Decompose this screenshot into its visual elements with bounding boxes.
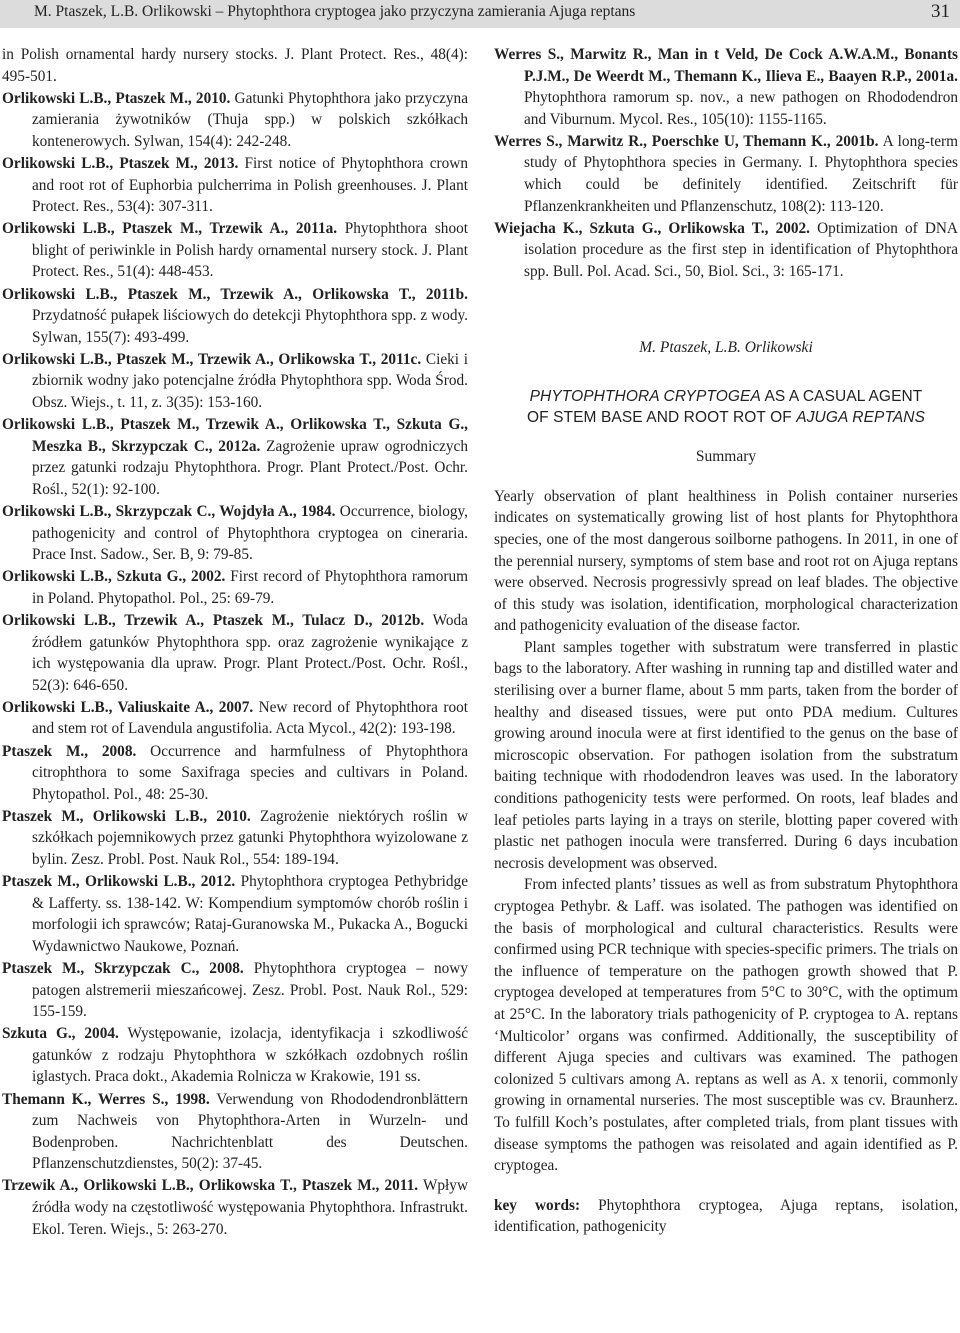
reference-title: Wpływ źródła wody na częstotliwość występowania Phytophthora. Infrastrukt. Ekol. Teren. Wiejs., 5: 263-270. <box>32 1177 468 1238</box>
reference-authors: Orlikowski L.B., Ptaszek M., Trzewik A., 2011a. <box>2 220 338 238</box>
article-authors: M. Ptaszek, L.B. Orlikowski <box>639 338 813 356</box>
reference-authors: Ptaszek M., Skrzypczak C., 2008. <box>2 959 244 977</box>
reference-title: First record of Phytophthora ramorum in Poland. Phytopathol. Pol., 25: 69-79. <box>32 568 468 607</box>
reference-entry <box>2 414 468 500</box>
keywords-text: Phytophthora cryptogea, Ajuga reptans, isolation, identification, pathogenicity <box>494 1196 959 1236</box>
title-part: AS A CASUAL AGENT <box>760 388 923 406</box>
reference-title: New record of Phytophthora root and stem rot of Lavendula angustifolia. Acta Mycol., 42(2): 193-198. <box>32 698 469 738</box>
reference-authors: Orlikowski L.B., Trzewik A., Ptaszek M., Tulacz D., 2012b. <box>2 611 425 629</box>
reference-authors: Orlikowski L.B., Ptaszek M., 2013. <box>2 154 239 172</box>
reference-entry <box>494 218 958 283</box>
keywords <box>494 1195 958 1238</box>
reference-entry <box>2 610 468 696</box>
summary-paragraph: Plant samples together with substratum were transferred in plastic bags to the laboratory. After washing in running tap and distilled water and sterilising over a burner flame, about 5 mm parts, taken from the border of healthy and diseased tissues, were put onto PDA medium. Cultures growing around inocula were at first identified to the genus on the base of microscopic observation. For pathogen isolation from the substratum baiting technique with rhododendron leaves was used. In the laboratory conditions pathogenicity tests were performed. On roots, leaf blades and leaf petioles parts laying in a trays on sterile, blotting paper covered with plastic net pathogen inocula were transferred. During 6 days incubation necrosis development was observed. <box>494 638 958 872</box>
summary-paragraph: Yearly observation of plant healthiness in Polish container nurseries indicates on systematically growing list of host plants for Phytophthora species, one of the most dangerous soilborne pathogens. In 2011, in one of the perennial nursery, symptoms of stem base and root rot on Ajuga reptans were observed. Necrosis progressivly spread on leaf blades. The objective of this study was isolation, identification, morphological characterization and pathogenicity evaluation of the disease factor. <box>494 487 958 635</box>
reference-title: Phytophthora ramorum sp. nov., a new pathogen on Rhododendron and Viburnum. Mycol. Res., 105(10): 1155-1165. <box>524 89 958 128</box>
reference-entry <box>2 806 468 871</box>
article-title <box>494 386 958 428</box>
reference-authors: Szkuta G., 2004. <box>2 1025 119 1043</box>
reference-title: First notice of Phytophthora crown and root rot of Euphorbia pulcherrima in Polish greenhouses. J. Plant Protect. Res., 53(4): 307-311. <box>32 154 468 216</box>
reference-title: Gatunki Phytophthora jako przyczyna zamierania żywotników (Thuja spp.) w polskich szkółkach kontenerowych. Sylwan, 154(4): 242-248. <box>32 89 468 150</box>
running-head-text: M. Ptaszek, L.B. Orlikowski – Phytophthora cryptogea jako przyczyna zamierania Ajuga reptans <box>34 3 636 20</box>
reference-title: Phytophthora shoot blight of periwinkle in Polish hardy ornamental nursery stock. J. Plant Protect. Res., 51(4): 448-453. <box>32 220 468 281</box>
references-continued <box>494 44 958 283</box>
reference-title: Phytophthora cryptogea Pethybridge & Lafferty. ss. 138-142. W: Kompendium symptomów chorób roślin i morfologii ich sprawców; Rataj-Guranowska M., Pukacka A., Bogucki Wydawnictwo Naukowe, Poznań. <box>32 873 468 955</box>
reference-title: Występowanie, izolacja, identyfikacja i szkodliwość gatunków z rodzaju Phytophthora w szkółkach ozdobnych roślin iglastych. Praca dokt., Akademia Rolnicza w Krakowie, 191 ss. <box>32 1025 468 1086</box>
reference-authors: Orlikowski L.B., Valiuskaite A., 2007. <box>2 698 254 716</box>
keywords-label: key words: <box>494 1196 581 1214</box>
reference-entry <box>494 131 958 217</box>
reference-entry <box>2 501 468 566</box>
summary-heading: Summary <box>695 448 757 466</box>
reference-authors: Ptaszek M., Orlikowski L.B., 2012. <box>2 873 236 891</box>
reference-authors: Orlikowski L.B., Szkuta G., 2002. <box>2 568 226 586</box>
reference-entry <box>2 697 468 740</box>
reference-title: Zagrożenie niektórych roślin w szkółkach pojemnikowych przez gatunki Phytophthora wyizolowane z bylin. Zesz. Probl. Post. Nauk Rol., 554: 189-194. <box>32 807 468 868</box>
reference-entry <box>2 1023 468 1088</box>
reference-entry <box>2 349 468 414</box>
reference-entry <box>494 44 958 130</box>
reference-authors: Orlikowski L.B., Ptaszek M., Trzewik A., Orlikowska T., 2011c. <box>2 350 422 368</box>
summary-body <box>494 486 958 1177</box>
reference-title: Phytophthora cryptogea – nowy patogen alstremerii mieszańcowej. Zesz. Probl. Post. Nauk Rol., 529: 155-159. <box>32 959 469 1021</box>
reference-title: Przydatność pułapek liściowych do detekcji Phytophthora spp. z wody. Sylwan, 155(7): 493-499. <box>32 307 468 346</box>
reference-entry <box>2 871 468 957</box>
reference-title: A long-term study of Phytophthora species in Germany. I. Phytophthora species which could be definitely identified. Zeitschrift für Pflanzenkrankheiten und Pflanzenschutz, 108(2): 113-120. <box>524 132 958 215</box>
reference-entry <box>2 566 468 609</box>
reference-title: Occurrence, biology, pathogenicity and control of Phytophthora cryptogea on cineraria. Prace Inst. Sadow., Ser. B, 9: 79-85. <box>32 502 468 564</box>
title-italic-part: AJUGA REPTANS <box>796 409 926 427</box>
reference-authors: Ptaszek M., Orlikowski L.B., 2010. <box>2 807 251 825</box>
reference-authors: Orlikowski L.B., Ptaszek M., Trzewik A., Orlikowska T., Szkuta G., Meszka B., Skrzypczak C., 2012a. <box>2 416 468 455</box>
reference-title: in Polish ornamental hardy nursery stocks. J. Plant Protect. Res., 48(4): 495-501. <box>2 46 468 85</box>
reference-authors: Werres S., Marwitz R., Man in t Veld, De Cock A.W.A.M., Bonants P.J.M., De Weerdt M., Themann K., Ilieva E., Baayen R.P., 2001a. <box>494 46 958 85</box>
reference-title: Zagrożenie upraw ogrodniczych przez gatunki rodzaju Phytophthora. Progr. Plant Protect./Post. Ochr. Rośl., 52(1): 92-100. <box>32 437 468 498</box>
reference-authors: Trzewik A., Orlikowski L.B., Orlikowska T., Ptaszek M., 2011. <box>2 1177 419 1195</box>
reference-entry <box>2 153 468 218</box>
reference-entry <box>2 284 468 349</box>
reference-entry <box>2 44 468 87</box>
reference-title: Woda źródłem gatunków Phytophthora spp. oraz zagrożenie wynikające z ich występowania dla upraw. Progr. Plant Protect./Post. Ochr. Rośl., 52(3): 646-650. <box>32 611 468 694</box>
summary-paragraph: From infected plants’ tissues as well as from substratum Phytophthora cryptogea Pethybr. & Laff. was isolated. The pathogen was identified on the basis of morphological and cultural characteristics. Results were confirmed using PCR technique with species-specific primers. The trials on the influence of temperature on the pathogen growth showed that P. cryptogea developed at temperatures from 5°C to 30°C, with the optimum at 25°C. In the laboratory trials pathogenicity of P. cryptogea to A. reptans ‘Multicolor’ organs was confirmed. Additionally, the susceptibility of different Ajuga species and cultivars was examined. The pathogen colonized 5 cultivars among A. reptans as well as A. x tenorii, commonly growing in ornamental nurseries. The most susceptible was cv. Braunherz. To fulfill Koch’s postulates, after completed trials, from plant tissues with disease symptoms the pathogen was reisolated and again identified as P. cryptogea. <box>494 876 958 1175</box>
reference-entry <box>2 1089 468 1175</box>
right-column <box>494 44 958 1238</box>
reference-title: Occurrence and harmfulness of Phytophthora citrophthora to some Saxifraga species and cultivars in Poland. Phytopathol. Pol., 48: 25-30. <box>32 742 469 803</box>
title-italic-part: PHYTOPHTHORA CRYPTOGEA <box>529 388 761 406</box>
reference-title: Verwendung von Rhododendronblättern zum Nachweis von Phytophthora-Arten in Wurzeln- und Bodenproben. Nachrichtenblatt des Deutschen. Pflanzenschutzdienstes, 50(2): 37-45. <box>32 1090 468 1173</box>
reference-title: Optimization of DNA isolation procedure as the first step in identification of Phytophthora spp. Bull. Pol. Acad. Sci., 50, Biol. Sci., 3: 165-171. <box>524 219 958 280</box>
left-column <box>2 44 468 1241</box>
reference-authors: Wiejacha K., Szkuta G., Orlikowska T., 2002. <box>494 219 810 237</box>
reference-authors: Werres S., Marwitz R., Poerschke U, Themann K., 2001b. <box>494 132 879 150</box>
running-header <box>0 0 960 28</box>
reference-authors: Orlikowski L.B., Skrzypczak C., Wojdyła A., 1984. <box>2 502 336 520</box>
reference-entry <box>2 88 468 153</box>
reference-entry <box>2 741 468 806</box>
page-number: 31 <box>931 1 950 22</box>
title-part: OF STEM BASE AND ROOT ROT OF <box>526 409 797 427</box>
reference-entry <box>2 1175 468 1240</box>
reference-entry <box>2 218 468 283</box>
reference-authors: Orlikowski L.B., Ptaszek M., 2010. <box>2 89 231 107</box>
reference-entry <box>2 958 468 1023</box>
reference-title: Cieki i zbiornik wodny jako potencjalne źródła Phytophthora spp. Woda Środ. Obsz. Wiejs., t. 11, z. 3(35): 153-160. <box>32 350 468 411</box>
reference-authors: Orlikowski L.B., Ptaszek M., Trzewik A., Orlikowska T., 2011b. <box>2 285 468 303</box>
reference-authors: Ptaszek M., 2008. <box>2 742 137 760</box>
reference-authors: Themann K., Werres S., 1998. <box>2 1090 210 1108</box>
